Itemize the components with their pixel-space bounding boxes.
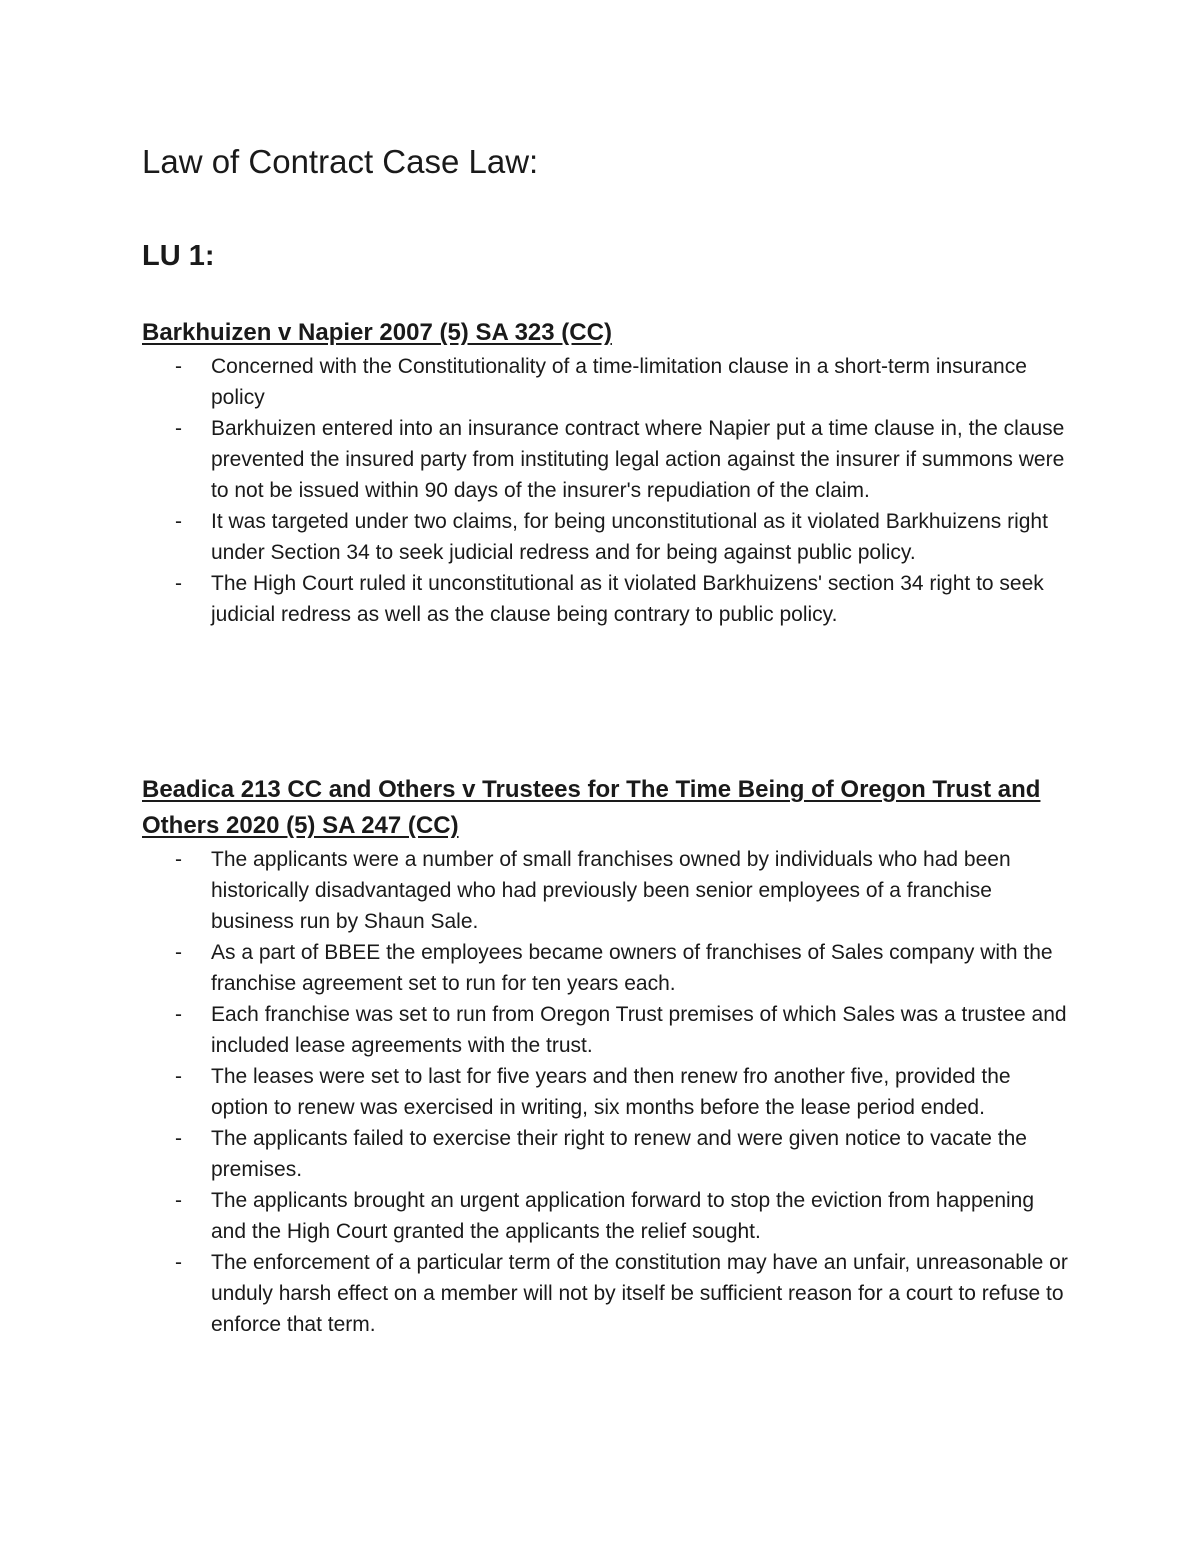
- case-points-list: [142, 351, 1072, 630]
- list-item: [142, 999, 1072, 1061]
- point-text: As a part of BBEE the employees became owners of franchises of Sales company with the franchise agreement set to run for ten years each.: [211, 941, 1053, 995]
- case-title: Beadica 213 CC and Others v Trustees for The Time Being of Oregon Trust and Others 2020 (5) SA 247 (CC): [142, 776, 1041, 839]
- point-text: The applicants failed to exercise their right to renew and were given notice to vacate the premises.: [211, 1127, 1027, 1181]
- list-item: [142, 413, 1072, 506]
- case-points-list: [142, 844, 1072, 1340]
- list-item: [142, 351, 1072, 413]
- point-text: The applicants were a number of small franchises owned by individuals who had been historically disadvantaged who had previously been senior employees of a franchise business run by Shaun Sale.: [211, 848, 1011, 933]
- bullet-marker: -: [175, 848, 182, 871]
- bullet-marker: -: [175, 1127, 182, 1150]
- bullet-marker: -: [175, 1189, 182, 1212]
- point-text: The enforcement of a particular term of the constitution may have an unfair, unreasonable or unduly harsh effect on a member will not by itself be sufficient reason for a court to refuse to enforce that term.: [211, 1251, 1068, 1336]
- list-item: [142, 1247, 1072, 1340]
- point-text: Concerned with the Constitutionality of a time-limitation clause in a short-term insurance policy: [211, 355, 1027, 409]
- point-text: The applicants brought an urgent application forward to stop the eviction from happening and the High Court granted the applicants the relief sought.: [211, 1189, 1035, 1243]
- case-beadica: [142, 772, 1072, 1340]
- list-item: [142, 1123, 1072, 1185]
- point-text: Barkhuizen entered into an insurance contract where Napier put a time clause in, the clause prevented the insured party from instituting legal action against the insurer if summons were to not be issued within 90 days of the insurer's repudiation of the claim.: [211, 417, 1065, 502]
- list-item: [142, 506, 1072, 568]
- bullet-marker: -: [175, 572, 182, 595]
- list-item: [142, 568, 1072, 630]
- bullet-marker: -: [175, 941, 182, 964]
- point-text: It was targeted under two claims, for being unconstitutional as it violated Barkhuizens right under Section 34 to seek judicial redress and for being against public policy.: [211, 510, 1048, 564]
- case-title: Barkhuizen v Napier 2007 (5) SA 323 (CC): [142, 319, 612, 346]
- bullet-marker: -: [175, 1251, 182, 1274]
- section-label: LU 1:: [142, 240, 215, 272]
- list-item: [142, 844, 1072, 937]
- bullet-marker: -: [175, 417, 182, 440]
- bullet-marker: -: [175, 355, 182, 378]
- bullet-marker: -: [175, 510, 182, 533]
- case-barkhuizen: [142, 315, 1072, 630]
- list-item: [142, 1185, 1072, 1247]
- bullet-marker: -: [175, 1065, 182, 1088]
- bullet-marker: -: [175, 1003, 182, 1026]
- point-text: Each franchise was set to run from Oregon Trust premises of which Sales was a trustee and included lease agreements with the trust.: [211, 1003, 1067, 1057]
- point-text: The leases were set to last for five years and then renew fro another five, provided the option to renew was exercised in writing, six months before the lease period ended.: [211, 1065, 1011, 1119]
- list-item: [142, 937, 1072, 999]
- list-item: [142, 1061, 1072, 1123]
- document-title: Law of Contract Case Law:: [142, 143, 539, 180]
- point-text: The High Court ruled it unconstitutional as it violated Barkhuizens' section 34 right to seek judicial redress as well as the clause being contrary to public policy.: [211, 572, 1044, 626]
